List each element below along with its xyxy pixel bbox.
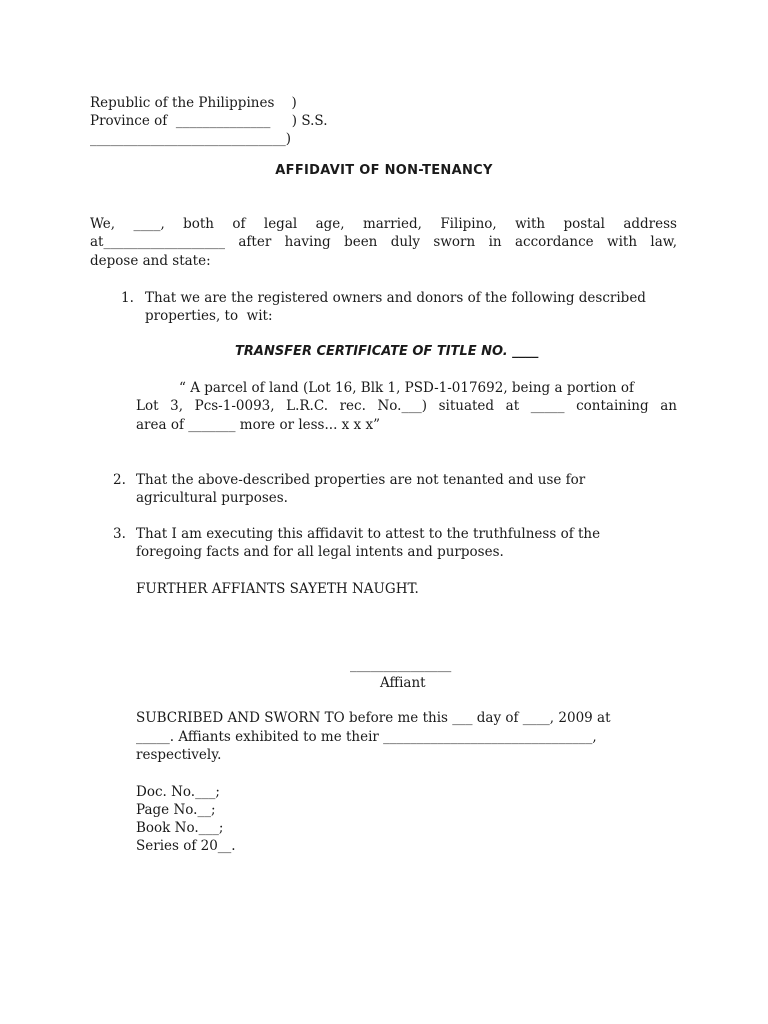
item-2-number: 2. [113,472,126,488]
page-no: Page No.__; [136,802,216,818]
item-3-line-1: That I am executing this affidavit to attest to the truthfulness of the [136,526,601,542]
item-3-line-2: foregoing facts and for all legal intents and purposes. [136,544,504,560]
affiant-label: Affiant [380,675,426,691]
intro-line-2: at__________________ after having been duly sworn in accordance with law, [90,234,678,250]
document-title: AFFIDAVIT OF NON-TENANCY [275,163,493,178]
further-affiants: FURTHER AFFIANTS SAYETH NAUGHT. [136,581,419,597]
doc-no: Doc. No.___; [136,784,220,800]
parcel-line-1: “ A parcel of land (Lot 16, Blk 1, PSD-1-017692, being a portion of [179,380,635,396]
parcel-line-3: area of _______ more or less... x x x” [136,417,380,433]
intro-line-3: depose and state: [90,253,211,269]
jurat-line-3: respectively. [136,747,222,763]
intro-line-1: We, ____, both of legal age, married, Filipino, with postal address [90,216,677,232]
jurat-line-1: SUBCRIBED AND SWORN TO before me this ___ day of ____, 2009 at [136,710,611,726]
item-2-line-1: That the above-described properties are not tenanted and use for [136,472,586,488]
item-3-number: 3. [113,526,126,542]
jurat-line-2: _____. Affiants exhibited to me their _______________________________, [136,729,597,745]
signature-line: _______________ [350,657,452,673]
item-1-number: 1. [121,290,134,306]
tct-heading: TRANSFER CERTIFICATE OF TITLE NO. ____ [235,344,539,359]
book-no: Book No.___; [136,820,224,836]
item-1-line-2: properties, to wit: [145,308,273,324]
series-of: Series of 20__. [136,838,236,854]
item-2-line-2: agricultural purposes. [136,490,288,506]
venue-republic: Republic of the Philippines ) [90,95,297,111]
item-1-line-1: That we are the registered owners and donors of the following described [145,290,646,306]
venue-city-blank: _____________________________) [90,131,292,147]
venue-province: Province of ______________ ) S.S. [90,113,328,129]
parcel-line-2: Lot 3, Pcs-1-0093, L.R.C. rec. No.___) situated at _____ containing an [136,398,677,414]
